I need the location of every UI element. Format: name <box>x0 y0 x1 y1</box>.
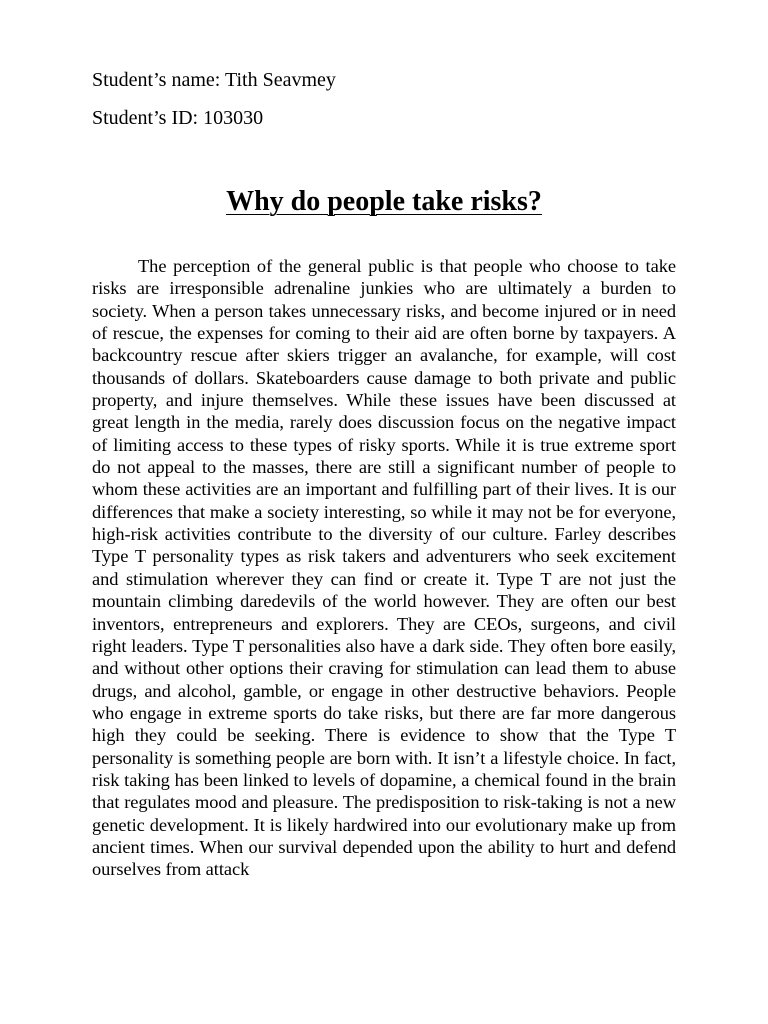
essay-title-wrapper <box>0 188 768 216</box>
student-name-line: Student’s name: Tith Seavmey <box>92 69 336 91</box>
essay-title: Why do people take risks? <box>226 186 542 217</box>
student-id-line: Student’s ID: 103030 <box>92 107 264 129</box>
essay-paragraph: The perception of the general public is that people who choose to take risks are irresponsible adrenaline junkies who are ultimately a burden to society. When a person takes unnecessary risks, and become injured or in need of rescue, the expenses for coming to their aid are often borne by taxpayers. A backcountry rescue after skiers trigger an avalanche, for example, will cost thousands of dollars. Skateboarders cause damage to both private and public property, and injure themselves. While these issues have been discussed at great length in the media, rarely does discussion focus on the negative impact of limiting access to these types of risky sports. While it is true extreme sport do not appeal to the masses, there are still a significant number of people to whom these activities are an important and fulfilling part of their lives. It is our differences that make a society interesting, so while it may not be for everyone, high-risk activities contribute to the diversity of our culture. Farley describes Type T personality types as risk takers and adventurers who seek excitement and stimulation wherever they can find or create it. Type T are not just the mountain climbing daredevils of the world however. They are often our best inventors, entrepreneurs and explorers. They are CEOs, surgeons, and civil right leaders. Type T personalities also have a dark side. They often bore easily, and without other options their craving for stimulation can lead them to abuse drugs, and alcohol, gamble, or engage in other destructive behaviors. People who engage in extreme sports do take risks, but there are far more dangerous high they could be seeking. There is evidence to show that the Type T personality is something people are born with. It isn’t a lifestyle choice. In fact, risk taking has been linked to levels of dopamine, a chemical found in the brain that regulates mood and pleasure. The predisposition to risk-taking is not a new genetic development. It is likely hardwired into our evolutionary make up from ancient times. When our survival depended upon the ability to hurt and defend ourselves from attack <box>92 256 676 880</box>
